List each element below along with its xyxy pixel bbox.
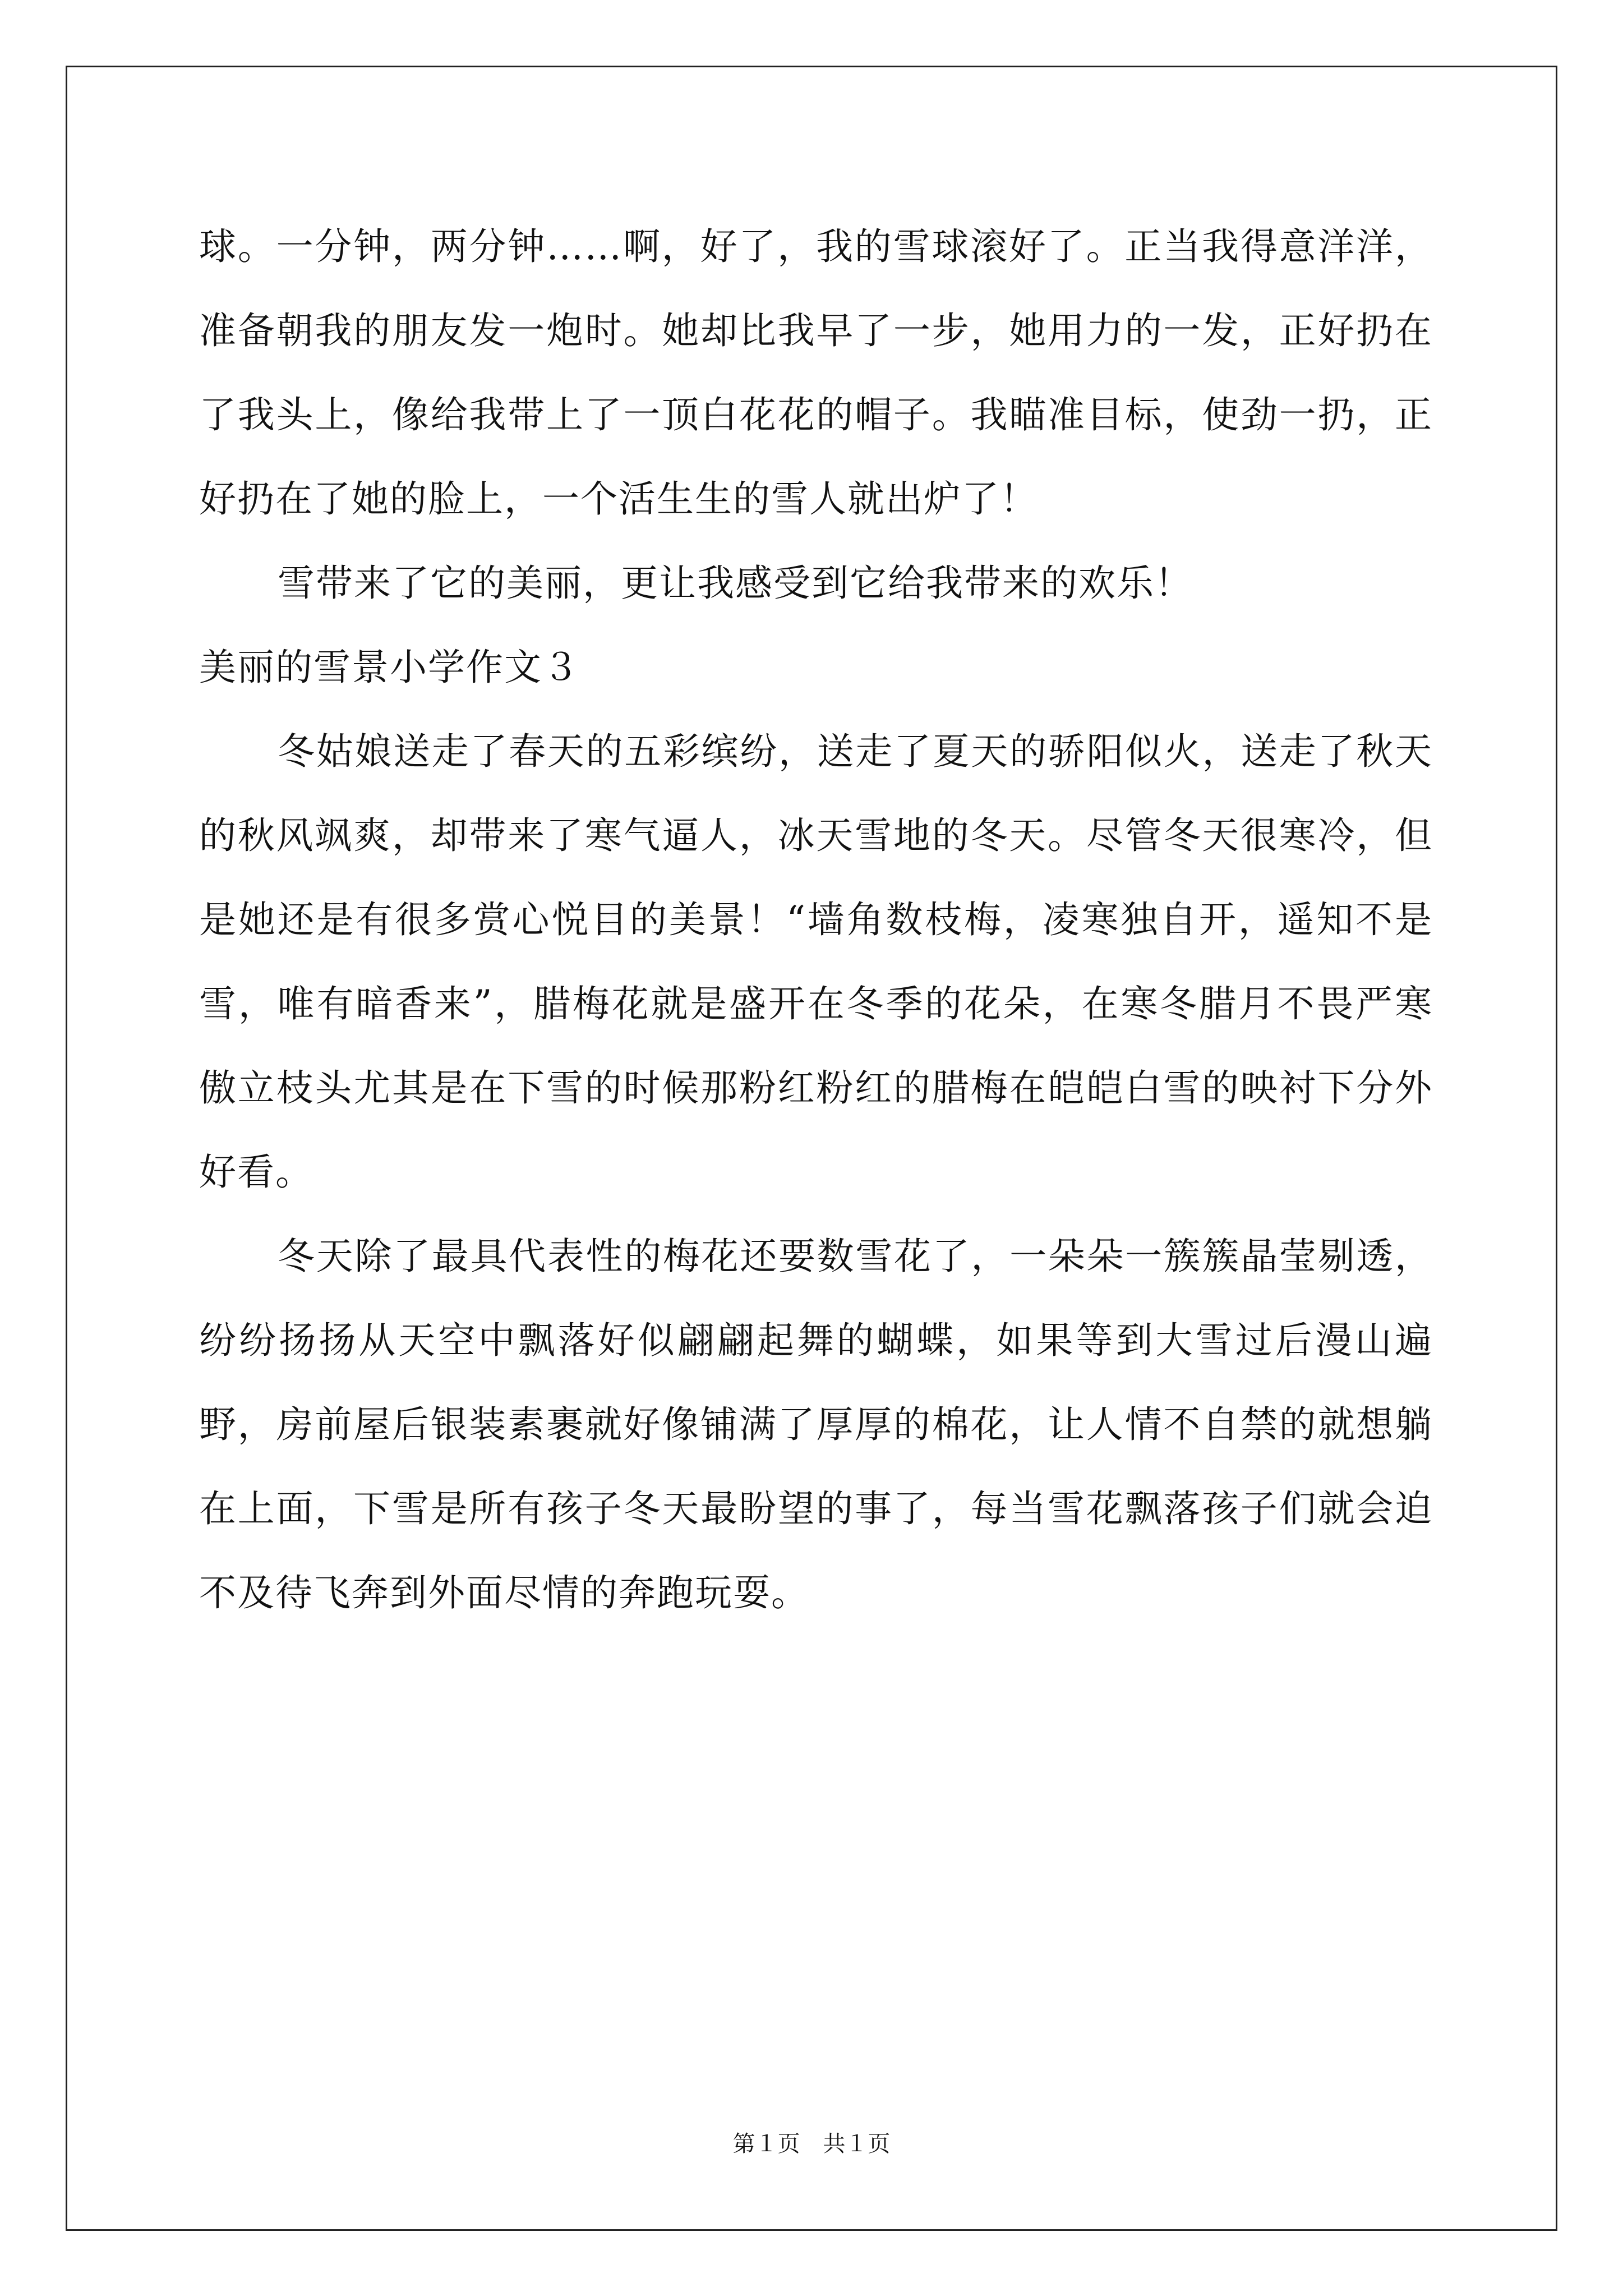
paragraph-winter-plum: 冬姑娘送走了春天的五彩缤纷，送走了夏天的骄阳似火，送走了秋天的秋风飒爽，却带来了寒气逼人，冰天雪地的冬天。尽管冬天很寒冷，但是她还是有很多赏心悦目的美景！“墙角数枝梅，凌寒独自开，遥知不是雪，唯有暗香来”，腊梅花就是盛开在冬季的花朵，在寒冬腊月不畏严寒傲立枝头尤其是在下雪的时候那粉红粉红的腊梅在皑皑白雪的映衬下分外好看。 [199, 730, 1433, 1194]
document-body [199, 205, 1433, 1635]
paragraph-snow-joy: 雪带来了它的美丽，更让我感受到它给我带来的欢乐！ [278, 562, 1193, 605]
page-number: 第１页 [732, 2131, 800, 2157]
page-footer [0, 2126, 1623, 2158]
paragraph-snowflakes: 冬天除了最具代表性的梅花还要数雪花了，一朵朵一簇簇晶莹剔透，纷纷扬扬从天空中飘落好似翩翩起舞的蝴蝶，如果等到大雪过后漫山遍野，房前屋后银装素裹就好像铺满了厚厚的棉花，让人情不自禁的就想躺在上面，下雪是所有孩子冬天最盼望的事了，每当雪花飘落孩子们就会迫不及待飞奔到外面尽情的奔跑玩耍。 [199, 1235, 1433, 1614]
essay-heading: 美丽的雪景小学作文３ [199, 646, 580, 689]
paragraph-snowball-fight: 球。一分钟，两分钟……啊，好了，我的雪球滚好了。正当我得意洋洋，准备朝我的朋友发一炮时。她却比我早了一步，她用力的一发，正好扔在了我头上，像给我带上了一顶白花花的帽子。我瞄准目标，使劲一扔，正好扔在了她的脸上，一个活生生的雪人就出炉了！ [199, 225, 1433, 521]
page-total: 共１页 [823, 2131, 891, 2157]
